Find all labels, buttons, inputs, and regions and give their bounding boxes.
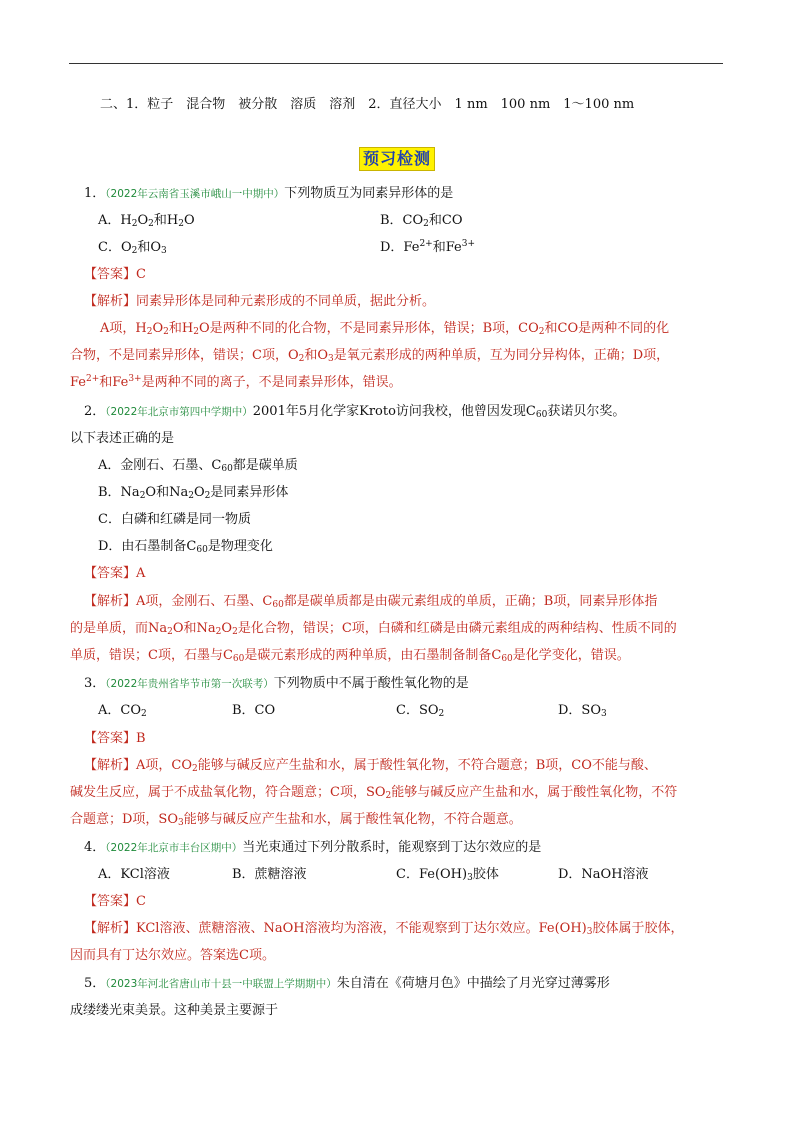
- option-c: C．$SO_2$: [396, 703, 445, 719]
- analysis-line: 因而具有丁达尔效应。答案选C项。: [70, 948, 275, 963]
- question-stem-cont: 成缕缕光束美景。这种美景主要源于: [70, 1003, 279, 1018]
- question-source: （2023年河北省唐山市十县一中联盟上学期期中）: [105, 978, 337, 990]
- analysis-line: 单质，错误；C项，石墨与$C_{60}$是碳元素形成的两种单质，由石墨制备制备$C_{60}$是化学变化，错误。: [70, 648, 630, 664]
- question-2: [84, 404, 744, 420]
- section-title-badge: 预习检测: [359, 147, 435, 171]
- answer: 【答案】B: [84, 731, 146, 746]
- option-d: D．由石墨制备$C_{60}$是物理变化: [98, 539, 273, 555]
- analysis-line: A项，$H_2O_2$和$H_2O$是两种不同的化合物，不是同素异形体，错误；B项，$CO_2$和CO是两种不同的化: [100, 321, 670, 337]
- analysis-line: $Fe^{2+}$和$Fe^{3+}$是两种不同的离子，不是同素异形体，错误。: [70, 374, 402, 390]
- option-b: B．CO: [232, 703, 276, 718]
- question-4: [84, 840, 744, 856]
- question-source: （2022年贵州省毕节市第一次联考）: [105, 678, 274, 690]
- question-stem: 下列物质互为同素异形体的是: [284, 186, 454, 201]
- question-5: [84, 976, 744, 992]
- analysis-line: 【解析】KCl溶液、蔗糖溶液、NaOH溶液均为溶液，不能观察到丁达尔效应。$Fe(OH)_3$胶体属于胶体，: [84, 921, 684, 937]
- question-stem: 下列物质中不属于酸性氧化物的是: [273, 676, 469, 691]
- option-a: A．$CO_2$: [98, 703, 147, 719]
- option-b: B．$Na_2O$和$Na_2O_2$是同素异形体: [98, 485, 289, 501]
- question-3: [84, 676, 744, 692]
- answer: 【答案】C: [84, 894, 146, 909]
- question-stem: 2001年5月化学家Kroto访问我校，他曾因发现$C_{60}$获诺贝尔奖。: [252, 404, 626, 420]
- option-b: B．蔗糖溶液: [232, 867, 307, 882]
- analysis-line: 合题意；D项，$SO_3$能够与碱反应产生盐和水，属于酸性氧化物，不符合题意。: [70, 812, 522, 828]
- question-1: [84, 186, 744, 202]
- option-c: C．$Fe(OH)_3$胶体: [396, 867, 499, 883]
- question-stem-cont: 以下表述正确的是: [70, 431, 175, 446]
- analysis-line: 【解析】同素异形体是同种元素形成的不同单质，据此分析。: [84, 294, 436, 309]
- answer: 【答案】A: [84, 566, 146, 581]
- option-c: C．$O_2$和$O_3$: [98, 240, 167, 256]
- option-b: B．$CO_2$和CO: [380, 213, 463, 229]
- option-d: D．$Fe^{2+}$和$Fe^{3+}$: [380, 239, 476, 255]
- question-number: 1．: [84, 186, 106, 201]
- option-d: D．$SO_3$: [558, 703, 607, 719]
- analysis-line: 碱发生反应，属于不成盐氧化物，符合题意；C项，$SO_2$能够与碱反应产生盐和水，属于酸性氧化物，不符: [70, 785, 678, 801]
- analysis-line: 【解析】A项，$CO_2$能够与碱反应产生盐和水，属于酸性氧化物，不符合题意；B项，CO不能与酸、: [84, 758, 657, 774]
- question-stem: 朱自清在《荷塘月色》中描绘了月光穿过薄雾形: [336, 976, 610, 991]
- option-c: C．白磷和红磷是同一物质: [98, 512, 251, 527]
- question-source: （2022年云南省玉溪市峨山一中期中）: [105, 188, 285, 200]
- header-rule: [69, 63, 723, 64]
- option-a: A．KCl溶液: [98, 867, 170, 882]
- question-number: 5．: [84, 976, 106, 991]
- question-stem: 当光束通过下列分散系时，能观察到丁达尔效应的是: [242, 840, 542, 855]
- option-a: A．金刚石、石墨、$C_{60}$都是碳单质: [98, 458, 298, 474]
- question-source: （2022年北京市丰台区期中）: [105, 842, 243, 854]
- answer: 【答案】C: [84, 267, 146, 282]
- question-number: 2．: [84, 404, 106, 419]
- question-number: 3．: [84, 676, 106, 691]
- previous-answers: 二、1．粒子 混合物 被分散 溶质 溶剂 2．直径大小 1 nm 100 nm 1～100 nm: [100, 97, 635, 112]
- analysis-line: 合物，不是同素异形体，错误；C项，$O_2$和$O_3$是氧元素形成的两种单质，互为同分异构体，正确；D项，: [70, 348, 670, 364]
- option-a: A．$H_2O_2$和$H_2O$: [98, 213, 195, 229]
- question-source: （2022年北京市第四中学期中）: [105, 406, 253, 418]
- question-number: 4．: [84, 840, 106, 855]
- analysis-line: 【解析】A项，金刚石、石墨、$C_{60}$都是碳单质都是由碳元素组成的单质，正确；B项，同素异形体指: [84, 594, 658, 610]
- analysis-line: 的是单质，而$Na_2O$和$Na_2O_2$是化合物，错误；C项，白磷和红磷是由磷元素组成的两种结构、性质不同的: [70, 621, 677, 637]
- option-d: D．NaOH溶液: [558, 867, 649, 882]
